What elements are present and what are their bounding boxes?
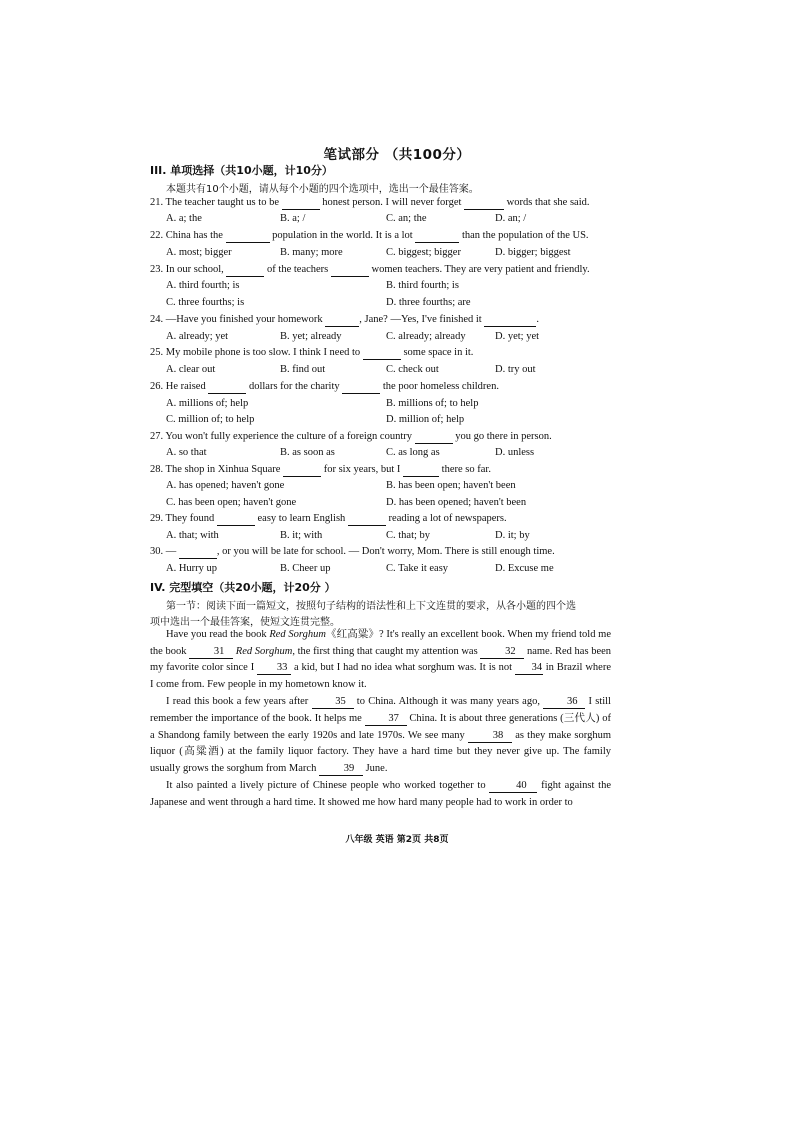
page-footer: 八年级 英语 第2页 共8页 xyxy=(345,835,449,845)
cloze-paragraph-3: It also painted a lively picture of Chinese people who worked together to 40 fight against the Japanese and went through a hard time. It showed me how hard many people had to work in order to xyxy=(150,780,611,808)
blank-32: 32 xyxy=(480,646,524,659)
option-21-c: C. an; the xyxy=(386,213,427,224)
question-23: 23. In our school, of the teachers women teachers. They are very patient and friendly. xyxy=(150,264,590,275)
blank-35: 35 xyxy=(312,696,354,709)
option-25-b: B. find out xyxy=(280,364,326,375)
question-24: 24. —Have you finished your homework , Jane? —Yes, I've finished it . xyxy=(150,314,539,325)
option-28-c: C. has been open; haven't gone xyxy=(166,497,297,508)
section-4-instruction-line-2: 项中选出一个最佳答案，使短文连贯完整。 xyxy=(150,617,340,628)
blank-40: 40 xyxy=(489,780,537,793)
question-21: 21. The teacher taught us to be honest person. I will never forget words that she said. xyxy=(150,197,590,208)
option-25-c: C. check out xyxy=(386,364,439,375)
cloze-paragraph-2: I read this book a few years after 35 to China. Although it was many years ago, 36 I still remember the importance of the book. It helps me 37 China. It is about three generations (三代人) of a Shandong family between the early 1920s and late 1970s. We see many 38 as they make sorghum liquor (高粱酒) at the family liquor factory. They have a hard time but they never give up. The family usually grows the sorghum from March 39 June. xyxy=(150,696,611,774)
option-25-d: D. try out xyxy=(495,364,536,375)
option-24-c: C. already; already xyxy=(386,331,466,342)
cloze-paragraph-1: Have you read the book Red Sorghum《红高粱》? It's really an excellent book. When my friend told me the book 31 Red Sorghum, the first thing that caught my attention was 32 name. Red has been my favorite color since I 33 a kid, but I had no idea what sorghum was. It is not 34 in Brazil where I come from. Few people in my hometown know it. xyxy=(150,629,612,690)
option-27-b: B. as soon as xyxy=(280,447,335,458)
option-27-a: A. so that xyxy=(166,447,207,458)
blank-33: 33 xyxy=(257,662,291,675)
option-28-b: B. has been open; haven't been xyxy=(386,480,516,491)
question-29: 29. They found easy to learn English reading a lot of newspapers. xyxy=(150,513,507,524)
option-30-d: D. Excuse me xyxy=(495,563,554,574)
question-28: 28. The shop in Xinhua Square for six years, but I there so far. xyxy=(150,464,491,475)
blank-39: 39 xyxy=(319,763,363,776)
option-30-b: B. Cheer up xyxy=(280,563,331,574)
option-23-c: C. three fourths; is xyxy=(166,297,245,308)
cloze-passage xyxy=(150,627,611,812)
option-22-a: A. most; bigger xyxy=(166,247,232,258)
option-22-b: B. many; more xyxy=(280,247,343,258)
blank-37: 37 xyxy=(365,713,407,726)
option-24-b: B. yet; already xyxy=(280,331,342,342)
option-23-d: D. three fourths; are xyxy=(386,297,471,308)
section-4-heading: IV. 完型填空（共20小题，计20分 ） xyxy=(150,581,336,594)
blank-38: 38 xyxy=(468,730,512,743)
question-22: 22. China has the population in the world. It is a lot than the population of the US. xyxy=(150,230,589,241)
option-27-d: D. unless xyxy=(495,447,535,458)
option-23-a: A. third fourth; is xyxy=(166,280,240,291)
question-30: 30. — , or you will be late for school. — Don't worry, Mom. There is still enough time. xyxy=(150,546,555,557)
option-23-b: B. third fourth; is xyxy=(386,280,459,291)
blank-34: 34 xyxy=(515,662,543,675)
option-21-d: D. an; / xyxy=(495,213,527,224)
question-27: 27. You won't fully experience the culture of a foreign country you go there in person. xyxy=(150,431,552,442)
question-25: 25. My mobile phone is too slow. I think I need to some space in it. xyxy=(150,347,474,358)
section-3-instruction: 本题共有10个小题，请从每个小题的四个选项中，选出一个最佳答案。 xyxy=(166,184,479,195)
option-21-a: A. a; the xyxy=(166,213,202,224)
option-29-a: A. that; with xyxy=(166,530,219,541)
option-22-d: D. bigger; biggest xyxy=(495,247,571,258)
option-24-a: A. already; yet xyxy=(166,331,229,342)
option-22-c: C. biggest; bigger xyxy=(386,247,461,258)
blank-31: 31 xyxy=(189,646,233,659)
option-29-c: C. that; by xyxy=(386,530,431,541)
option-25-a: A. clear out xyxy=(166,364,216,375)
option-26-a: A. millions of; help xyxy=(166,398,249,409)
option-30-c: C. Take it easy xyxy=(386,563,449,574)
option-21-b: B. a; / xyxy=(280,213,306,224)
blank-36: 36 xyxy=(543,696,585,709)
option-27-c: C. as long as xyxy=(386,447,440,458)
option-26-c: C. million of; to help xyxy=(166,414,255,425)
option-26-d: D. million of; help xyxy=(386,414,465,425)
section-4-instruction-line-1: 第一节：阅读下面一篇短文，按照句子结构的语法性和上下文连贯的要求，从各小题的四个选 xyxy=(166,601,576,612)
option-24-d: D. yet; yet xyxy=(495,331,540,342)
option-26-b: B. millions of; to help xyxy=(386,398,479,409)
question-26: 26. He raised dollars for the charity the poor homeless children. xyxy=(150,381,499,392)
option-29-b: B. it; with xyxy=(280,530,323,541)
page-title: 笔试部分 （共100分） xyxy=(323,147,471,163)
section-3-heading: III. 单项选择（共10小题，计10分） xyxy=(150,164,333,177)
option-28-d: D. has been opened; haven't been xyxy=(386,497,527,508)
option-28-a: A. has opened; haven't gone xyxy=(166,480,285,491)
option-30-a: A. Hurry up xyxy=(166,563,218,574)
option-29-d: D. it; by xyxy=(495,530,530,541)
